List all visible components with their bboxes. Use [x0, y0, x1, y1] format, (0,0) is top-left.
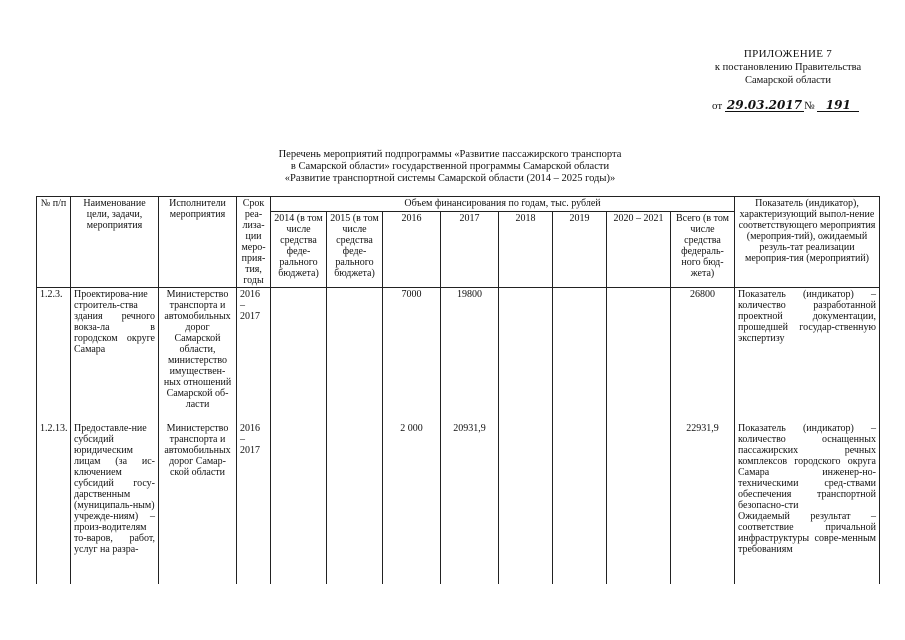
decree-number: 191	[817, 99, 859, 112]
indicator	[735, 422, 880, 584]
header-num: № п/п	[37, 197, 71, 288]
table-row	[37, 288, 880, 423]
decree-number-label: №	[804, 100, 815, 112]
appendix-title: ПРИЛОЖЕНИЕ 7	[743, 48, 833, 60]
measures-table	[36, 196, 880, 584]
header-indicator: Показатель (индикатор), характеризующий выпол-нение соответствующего мероприятия (мероприя-тий), ожидаемый резуль-тат реализации мероприя-тия (мероприятий)	[735, 197, 880, 288]
title-line: «Развитие транспортной системы Самарской области (2014 – 2025 годы)»	[284, 173, 616, 184]
title-line: в Самарской области» государственной программы Самарской области	[290, 161, 610, 172]
funding-2015	[327, 288, 383, 423]
funding-2017: 19800	[441, 288, 499, 423]
measure-term: 2016 – 2017	[237, 288, 271, 423]
funding-2014	[271, 422, 327, 584]
header-year-2014: 2014 (в том числе средства феде-рального бюджета)	[271, 212, 327, 288]
header-total: Всего (в том числе средства федераль-ного бюд-жета)	[671, 212, 735, 288]
decree-prefix: от	[712, 100, 723, 112]
funding-2016: 7000	[383, 288, 441, 423]
funding-total: 26800	[671, 288, 735, 423]
funding-total: 22931,9	[671, 422, 735, 584]
measure-name: Проектирова-ние строитель-ства здания речного вокза-ла в городском округе Самара	[71, 288, 159, 423]
header-year-2020-2021: 2020 – 2021	[607, 212, 671, 288]
decree-reference	[712, 99, 859, 112]
measure-name: Предоставле-ние субсидий юридическим лицам (за ис-ключением субсидий госу-дарственным (муниципаль-ным) учрежде-ниям) – произ-водителям то-варов, работ, услуг на разра-	[71, 422, 159, 584]
header-name: Наименование цели, задачи, мероприятия	[71, 197, 159, 288]
header-funding: Объем финансирования по годам, тыс. рублей	[271, 197, 735, 212]
table-row	[37, 422, 880, 584]
header-year-2018: 2018	[499, 212, 553, 288]
indicator-text: Показатель (индикатор) – количество оснащенных пассажирских речных комплексов городского округа Самара инженер-но-техническими сред-ствами обеспечения транспортной безопасно-сти	[738, 423, 876, 511]
row-number: 1.2.3.	[37, 288, 71, 423]
header-year-2019: 2019	[553, 212, 607, 288]
indicator-result: Ожидаемый результат – соответствие причальной инфраструктуры совре-менным требованиям	[738, 511, 876, 555]
appendix-line: Самарской области	[745, 75, 831, 86]
measure-executors: Министерство транспорта и автомобильных дорог Самар-ской области	[159, 422, 237, 584]
header-year-2016: 2016	[383, 212, 441, 288]
title-line: Перечень мероприятий подпрограммы «Развитие пассажирского транспорта	[278, 149, 622, 160]
header-executors: Исполнители мероприятия	[159, 197, 237, 288]
funding-2020-2021	[607, 422, 671, 584]
funding-2017: 20931,9	[441, 422, 499, 584]
row-number: 1.2.13.	[37, 422, 71, 584]
funding-2015	[327, 422, 383, 584]
funding-2018	[499, 422, 553, 584]
funding-2014	[271, 288, 327, 423]
appendix-line: к постановлению Правительства	[714, 62, 862, 73]
appendix-block	[690, 48, 886, 87]
header-term: Срок реа-лиза-ции меро-прия-тия, годы	[237, 197, 271, 288]
measure-executors: Министерство транспорта и автомобильных дорог Самарской области, министерство имуществен-ных отношений Самарской об-ласти	[159, 288, 237, 423]
document-title	[200, 149, 700, 185]
header-year-2017: 2017	[441, 212, 499, 288]
funding-2018	[499, 288, 553, 423]
measure-term: 2016 – 2017	[237, 422, 271, 584]
indicator: Показатель (индикатор) – количество разработанной проектной документации, прошедшей государ-ственную экспертизу	[735, 288, 880, 423]
decree-date: 29.03.2017	[726, 98, 803, 112]
funding-2016: 2 000	[383, 422, 441, 584]
header-year-2015: 2015 (в том числе средства феде-рального бюджета)	[327, 212, 383, 288]
funding-2019	[553, 422, 607, 584]
funding-2020-2021	[607, 288, 671, 423]
funding-2019	[553, 288, 607, 423]
